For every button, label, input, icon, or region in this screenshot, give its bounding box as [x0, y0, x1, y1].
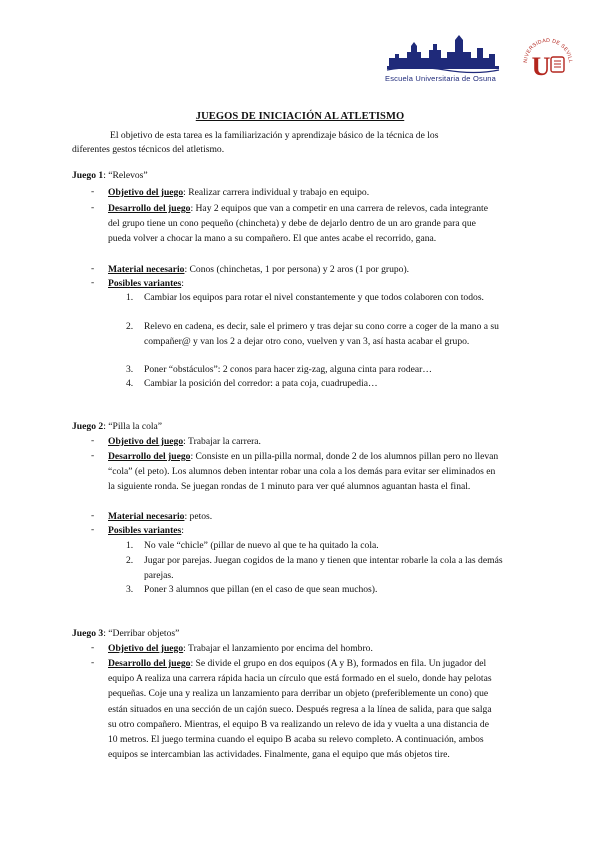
objective-text: : Realizar carrera individual y trabajo en equipo. [183, 187, 370, 198]
intro-line-1: El objetivo de esta tarea es la familiarización y aprendizaje básico de la técnica de los [110, 130, 439, 141]
development-text: : Hay 2 equipos que van a competir en una carrera de relevos, cada integrante del grupo tiene un cono pequeño (chincheta) y debe de dejarlo dentro de un aro grande para que pueda volver a chocar la mano a su compañero. El que antes acabe el recorrido, gana. [108, 203, 488, 245]
game-2-objective [108, 434, 500, 449]
development-key: Desarrollo del juego [108, 451, 191, 462]
objective-text: : Trabajar el lanzamiento por encima del hombro. [183, 643, 373, 654]
objective-key: Objetivo del juego [108, 187, 184, 198]
bullet-dash: - [91, 263, 95, 274]
bullet-dash: - [91, 186, 95, 197]
material-key: Material necesario [108, 264, 185, 275]
game-label: Juego 2 [72, 421, 104, 432]
game-name: : “Pilla la cola” [103, 421, 163, 432]
objective-key: Objetivo del juego [108, 436, 184, 447]
bullet-dash: - [91, 435, 95, 446]
bullet-dash: - [91, 277, 95, 288]
material-key: Material necesario [108, 511, 185, 522]
game-1-variant-2: Relevo en cadena, es decir, sale el primero y tras dejar su cono corre a coger de la mano a su compañer@ y van los 2 a dejar otro cono, vuelven y van 3, así hasta acabar el grupo. [144, 321, 499, 347]
seal-monogram: U [531, 52, 551, 81]
bullet-dash: - [91, 524, 95, 535]
objective-key: Objetivo del juego [108, 643, 184, 654]
variant-number: 2. [126, 321, 134, 332]
game-3-objective [108, 641, 500, 656]
game-2-variant-2: Jugar por parejas. Juegan cogidos de la mano y tienen que intentar robarle la cola a las demás parejas. [144, 555, 503, 581]
game-1-variants-heading [108, 276, 500, 291]
game-1-variant-3: Poner “obstáculos”: 2 conos para hacer zig-zag, alguna cinta para rodear… [144, 364, 432, 375]
bullet-dash: - [91, 510, 95, 521]
variant-number: 3. [126, 584, 134, 595]
bullet-dash: - [91, 642, 95, 653]
game-2-development [108, 449, 500, 495]
game-1-objective [108, 185, 500, 200]
document-title: JUEGOS DE INICIACIÓN AL ATLETISMO [195, 111, 405, 122]
development-text: : Consiste en un pilla-pilla normal, donde 2 de los alumnos pillan pero no llevan “cola” (el peto). Los alumnos deben intentar robar una cola a los demás para evitar ser eliminados en la siguiente ronda. Se juegan rondas de 1 minuto para ver qué alumnos aguantan hasta el final. [108, 451, 499, 493]
osuna-school-logo [385, 32, 503, 84]
variant-number: 2. [126, 555, 134, 566]
variant-number: 1. [126, 540, 134, 551]
game-2-variant-1: No vale “chicle” (pillar de nuevo al que te ha quitado la cola. [144, 540, 379, 551]
intro-line-2: diferentes gestos técnicos del atletismo. [72, 144, 225, 155]
game-2-variant-3: Poner 3 alumnos que pillan (en el caso de que sean muchos). [144, 584, 378, 595]
seal-arc-text: NIVERSIDAD DE SEVILL [522, 37, 574, 64]
game-label: Juego 1 [72, 170, 104, 181]
bullet-dash: - [91, 202, 95, 213]
development-text: : Se divide el grupo en dos equipos (A y B), formados en fila. Un jugador del equipo A realiza una carrera rápida hacia un círculo que está formado en el suelo, donde hay pelotas pequeñas. Coje una y realiza un lanzamiento para derribar un objeto (preferiblemente un cono) que están situados en una sección de un cajón sueco. Después regresa a la línea de salida, para que salga su otro compañero. Mientras, el equipo B va realizando un relevo de ida y vuelta a una distancia de 10 metros. El juego termina cuando el equipo B acaba su relevo completo. A continuación, ambos equipos se intercambian las actividades. Finalmente, gana el equipo que más objetos tire. [108, 658, 492, 761]
variant-number: 1. [126, 292, 134, 303]
game-1-variant-4: Cambiar la posición del corredor: a pata coja, cuadrupedia… [144, 378, 378, 389]
game-1-variant-1: Cambiar los equipos para rotar el nivel constantemente y que todos colaboren con todos. [144, 292, 484, 303]
game-1-development [108, 201, 500, 247]
game-1-material [108, 262, 500, 277]
game-name: : “Relevos” [103, 170, 148, 181]
variants-key: Posibles variantes [108, 525, 182, 536]
university-seal-icon [521, 33, 575, 83]
game-2-heading [72, 420, 162, 434]
variant-number: 4. [126, 378, 134, 389]
variants-colon: : [181, 278, 184, 289]
variants-colon: : [181, 525, 184, 536]
osuna-skyline-icon [385, 32, 503, 74]
logo-caption: Escuela Universitaria de Osuna [385, 74, 497, 83]
game-1-heading [72, 169, 148, 183]
game-3-development [108, 656, 500, 762]
universidad-sevilla-seal [521, 33, 575, 83]
game-3-heading [72, 627, 179, 641]
game-2-variants-heading [108, 523, 500, 538]
development-key: Desarrollo del juego [108, 658, 191, 669]
objective-text: : Trabajar la carrera. [183, 436, 261, 447]
material-text: : Conos (chinchetas, 1 por persona) y 2 aros (1 por grupo). [184, 264, 410, 275]
variant-number: 3. [126, 364, 134, 375]
bullet-dash: - [91, 657, 95, 668]
bullet-dash: - [91, 450, 95, 461]
development-key: Desarrollo del juego [108, 203, 191, 214]
game-name: : “Derribar objetos” [103, 628, 180, 639]
game-2-material [108, 509, 500, 524]
material-text: : petos. [184, 511, 213, 522]
variants-key: Posibles variantes [108, 278, 182, 289]
game-label: Juego 3 [72, 628, 104, 639]
